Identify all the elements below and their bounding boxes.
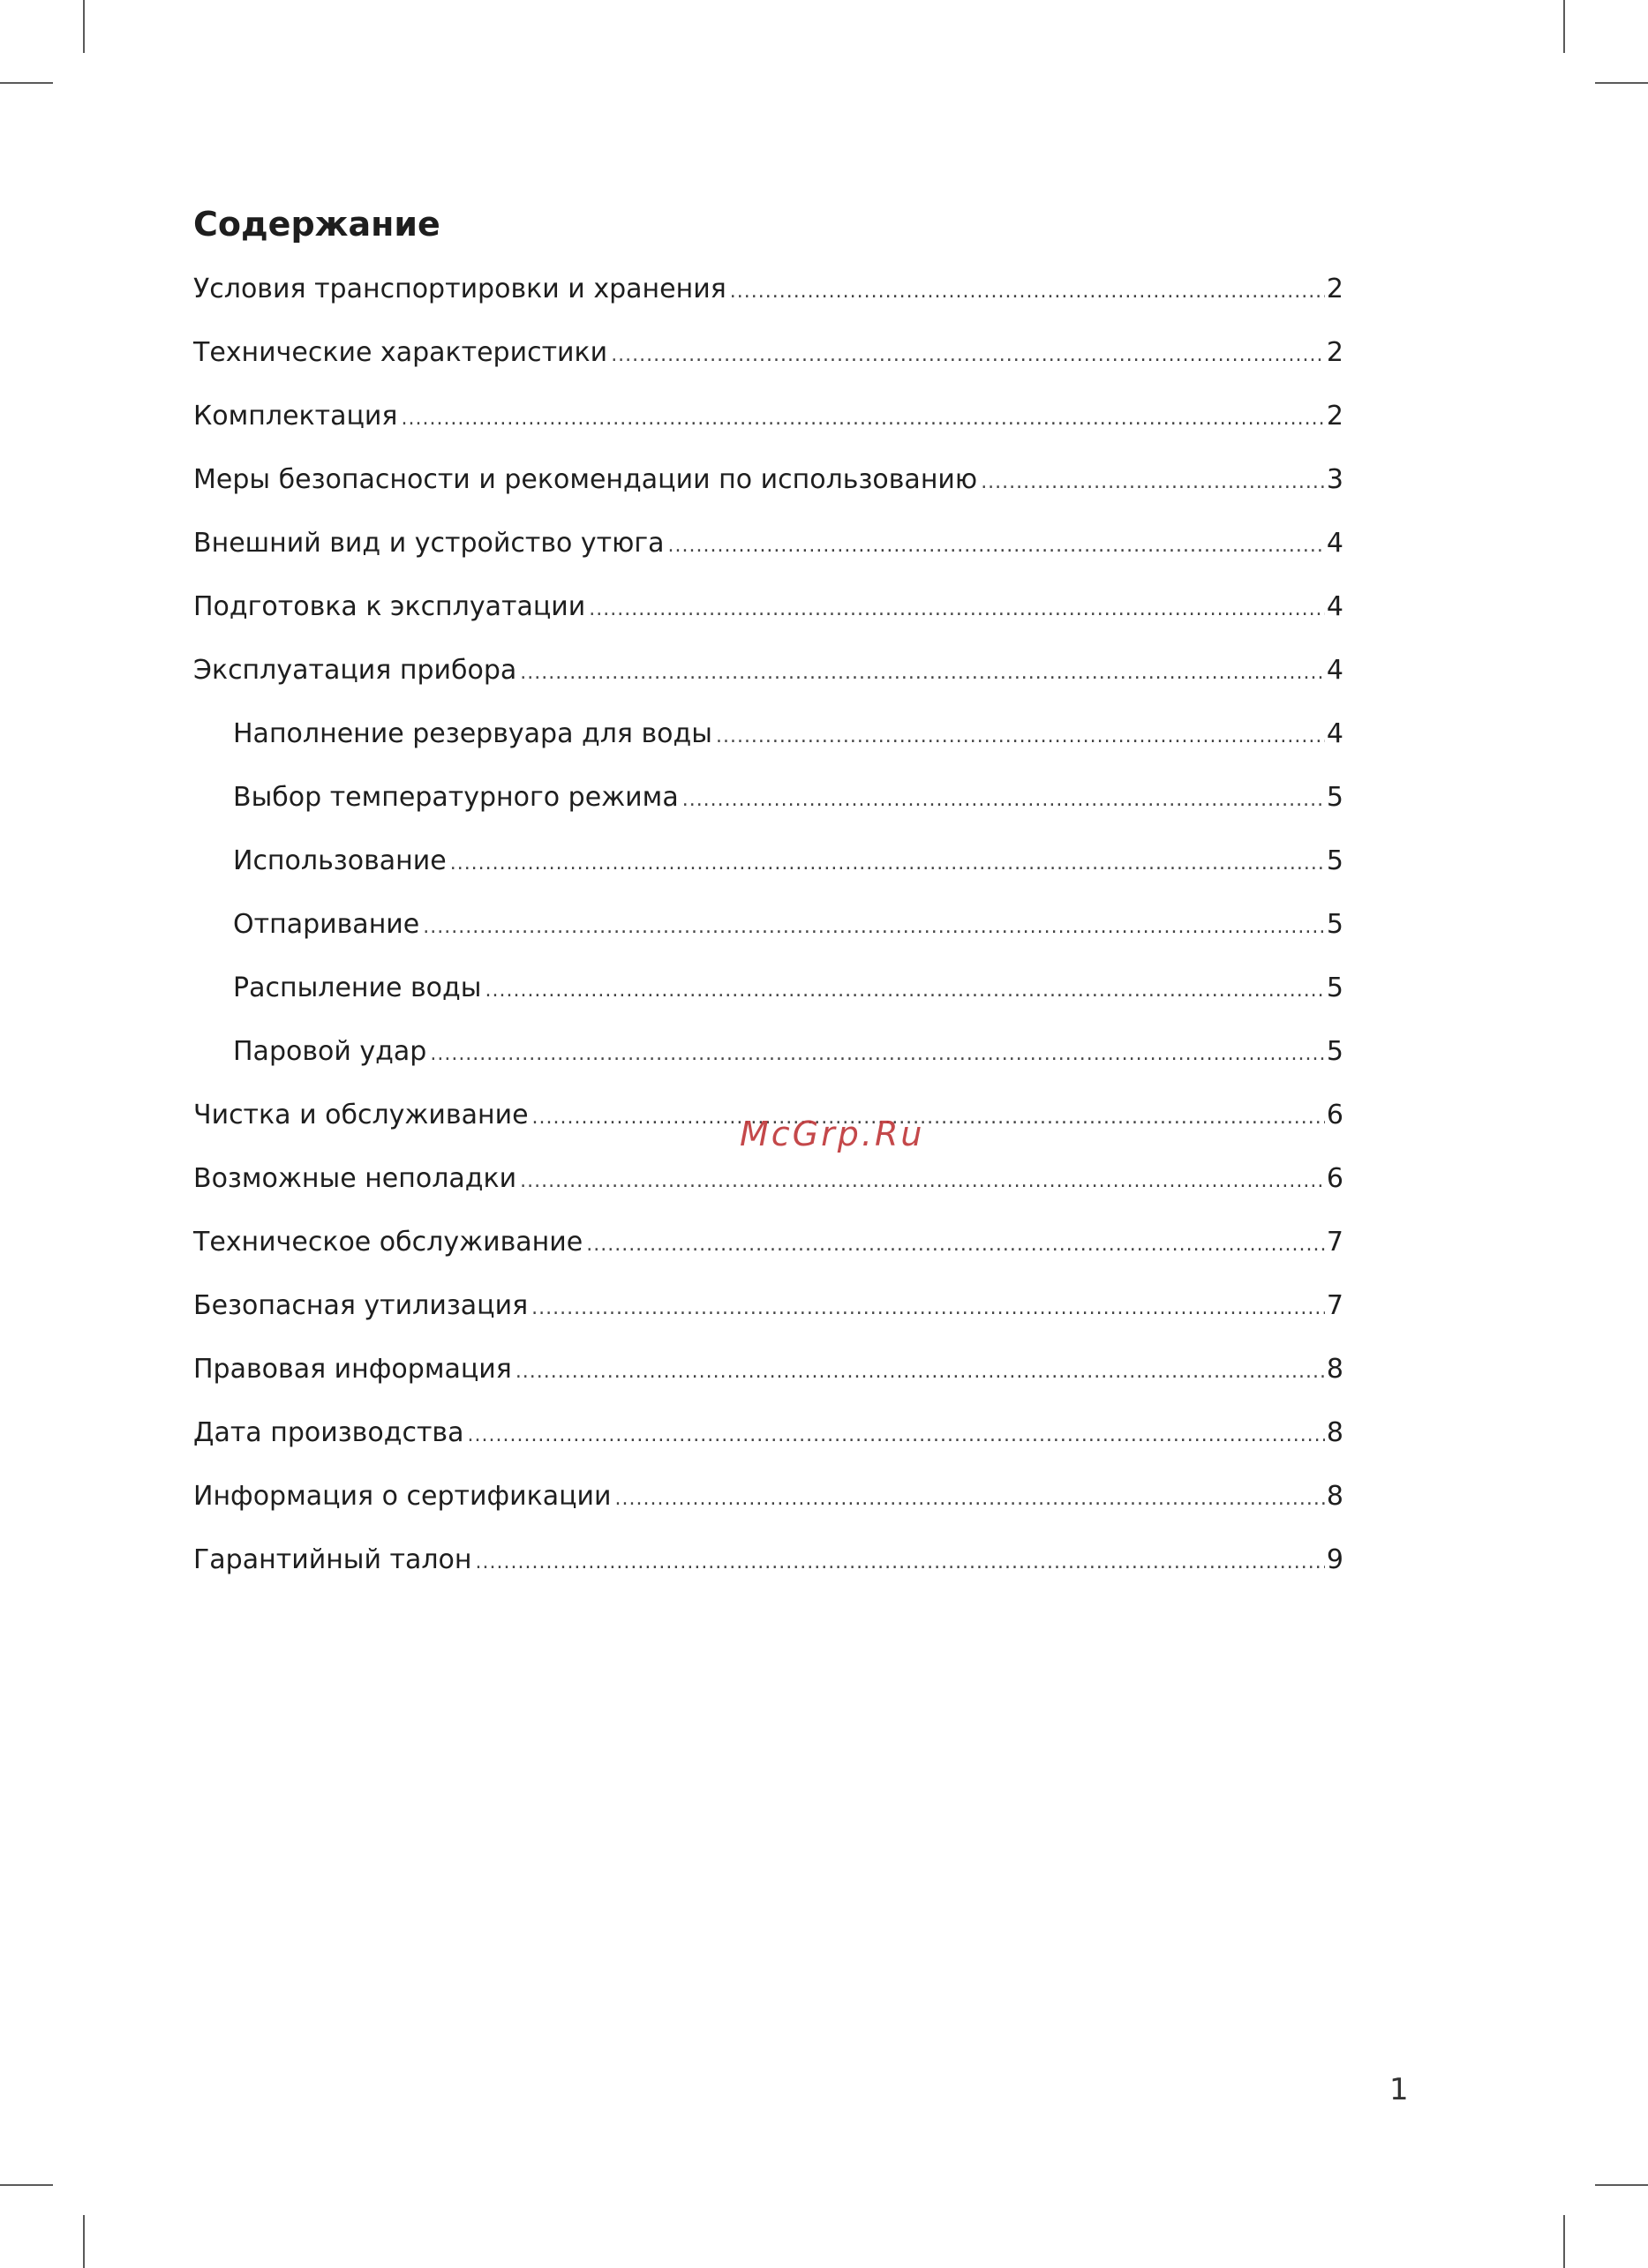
toc-entry-label: Дата производства [193,1417,464,1448]
toc-entry-page: 2 [1326,337,1343,368]
toc-entry[interactable] [193,1274,1343,1338]
crop-mark-bottom-left-vertical [83,2215,85,2268]
crop-mark-bottom-left-horizontal [0,2184,53,2186]
watermark: McGrp.Ru [740,1115,925,1153]
page-number: 1 [1389,2072,1409,2107]
toc-dot-leader [611,324,1325,387]
toc-dot-leader [668,514,1325,578]
toc-dot-leader [730,260,1325,324]
toc-entry-label: Выбор температурного режима [233,782,679,813]
toc-entry-page: 5 [1326,1036,1343,1067]
toc-entry[interactable] [193,1465,1343,1528]
toc-dot-leader [716,705,1325,769]
crop-mark-top-left-vertical [83,0,85,53]
toc-entry-label: Безопасная утилизация [193,1290,529,1321]
toc-entry-page: 9 [1326,1544,1343,1575]
toc-dot-leader [515,1341,1325,1404]
crop-mark-top-right-vertical [1563,0,1565,53]
toc-entry-page: 4 [1326,591,1343,622]
toc-entry-page: 4 [1326,718,1343,749]
toc-entry-page: 4 [1326,655,1343,686]
toc-dot-leader [586,1213,1325,1277]
toc-entry[interactable] [193,512,1343,575]
toc-entry-label: Внешний вид и устройство утюга [193,528,665,559]
toc-entry[interactable] [193,1338,1343,1401]
toc-entry[interactable] [193,575,1343,639]
toc-entry-label: Технические характеристики [193,337,608,368]
toc-entry-label: Правовая информация [193,1354,512,1385]
toc-entry[interactable] [193,385,1343,448]
toc-entry-label: Условия транспортировки и хранения [193,274,726,304]
toc-dot-leader [401,387,1324,451]
toc-entry[interactable] [193,702,1343,766]
table-of-contents [193,258,1343,1592]
toc-entry-page: 7 [1326,1290,1343,1321]
toc-entry[interactable] [193,766,1343,830]
toc-entry-page: 8 [1326,1354,1343,1385]
toc-entry-label: Отпаривание [233,909,420,940]
toc-entry-label: Распыление воды [233,973,482,1003]
toc-dot-leader [520,1150,1325,1213]
toc-entry[interactable] [193,893,1343,957]
toc-entry-page: 8 [1326,1481,1343,1512]
toc-entry-page: 5 [1326,909,1343,940]
toc-entry-label: Возможные неполадки [193,1163,517,1194]
toc-dot-leader [682,769,1325,832]
page-title: Содержание [193,205,440,244]
toc-entry-label: Наполнение резервуара для воды [233,718,712,749]
toc-entry-page: 5 [1326,782,1343,813]
toc-dot-leader [532,1086,1325,1150]
crop-mark-bottom-right-horizontal [1595,2184,1648,2186]
toc-entry-label: Техническое обслуживание [193,1227,583,1258]
toc-dot-leader [520,642,1325,705]
crop-mark-bottom-right-vertical [1563,2215,1565,2268]
toc-dot-leader [615,1468,1325,1531]
toc-entry[interactable] [193,830,1343,893]
toc-entry-page: 2 [1326,274,1343,304]
toc-entry-label: Использование [233,845,447,876]
toc-dot-leader [430,1023,1325,1086]
toc-entry-label: Гарантийный талон [193,1544,472,1575]
toc-entry-page: 8 [1326,1417,1343,1448]
toc-entry[interactable] [193,1020,1343,1084]
toc-entry-page: 4 [1326,528,1343,559]
toc-entry[interactable] [193,321,1343,385]
toc-entry[interactable] [193,258,1343,321]
toc-dot-leader [423,896,1325,959]
toc-dot-leader [531,1277,1325,1341]
toc-entry[interactable] [193,639,1343,702]
toc-dot-leader [589,578,1325,642]
toc-entry-page: 2 [1326,401,1343,432]
toc-dot-leader [981,451,1325,514]
toc-entry[interactable] [193,1211,1343,1274]
toc-dot-leader [450,832,1325,896]
toc-dot-leader [476,1531,1325,1595]
toc-entry[interactable] [193,1401,1343,1465]
toc-entry-page: 6 [1326,1100,1343,1130]
toc-entry-label: Подготовка к эксплуатации [193,591,586,622]
toc-dot-leader [485,959,1324,1023]
toc-entry-label: Чистка и обслуживание [193,1100,529,1130]
toc-entry[interactable] [193,448,1343,512]
crop-mark-top-right-horizontal [1595,82,1648,84]
toc-entry-label: Паровой удар [233,1036,427,1067]
toc-dot-leader [468,1404,1325,1468]
toc-entry-label: Комплектация [193,401,398,432]
toc-entry-page: 6 [1326,1163,1343,1194]
toc-entry[interactable] [193,957,1343,1020]
toc-entry[interactable] [193,1528,1343,1592]
toc-entry-page: 5 [1326,973,1343,1003]
toc-entry-page: 3 [1326,464,1343,495]
toc-entry-label: Меры безопасности и рекомендации по использованию [193,464,978,495]
toc-entry-page: 7 [1326,1227,1343,1258]
crop-mark-top-left-horizontal [0,82,53,84]
toc-entry-label: Эксплуатация прибора [193,655,517,686]
toc-entry-label: Информация о сертификации [193,1481,612,1512]
toc-entry-page: 5 [1326,845,1343,876]
